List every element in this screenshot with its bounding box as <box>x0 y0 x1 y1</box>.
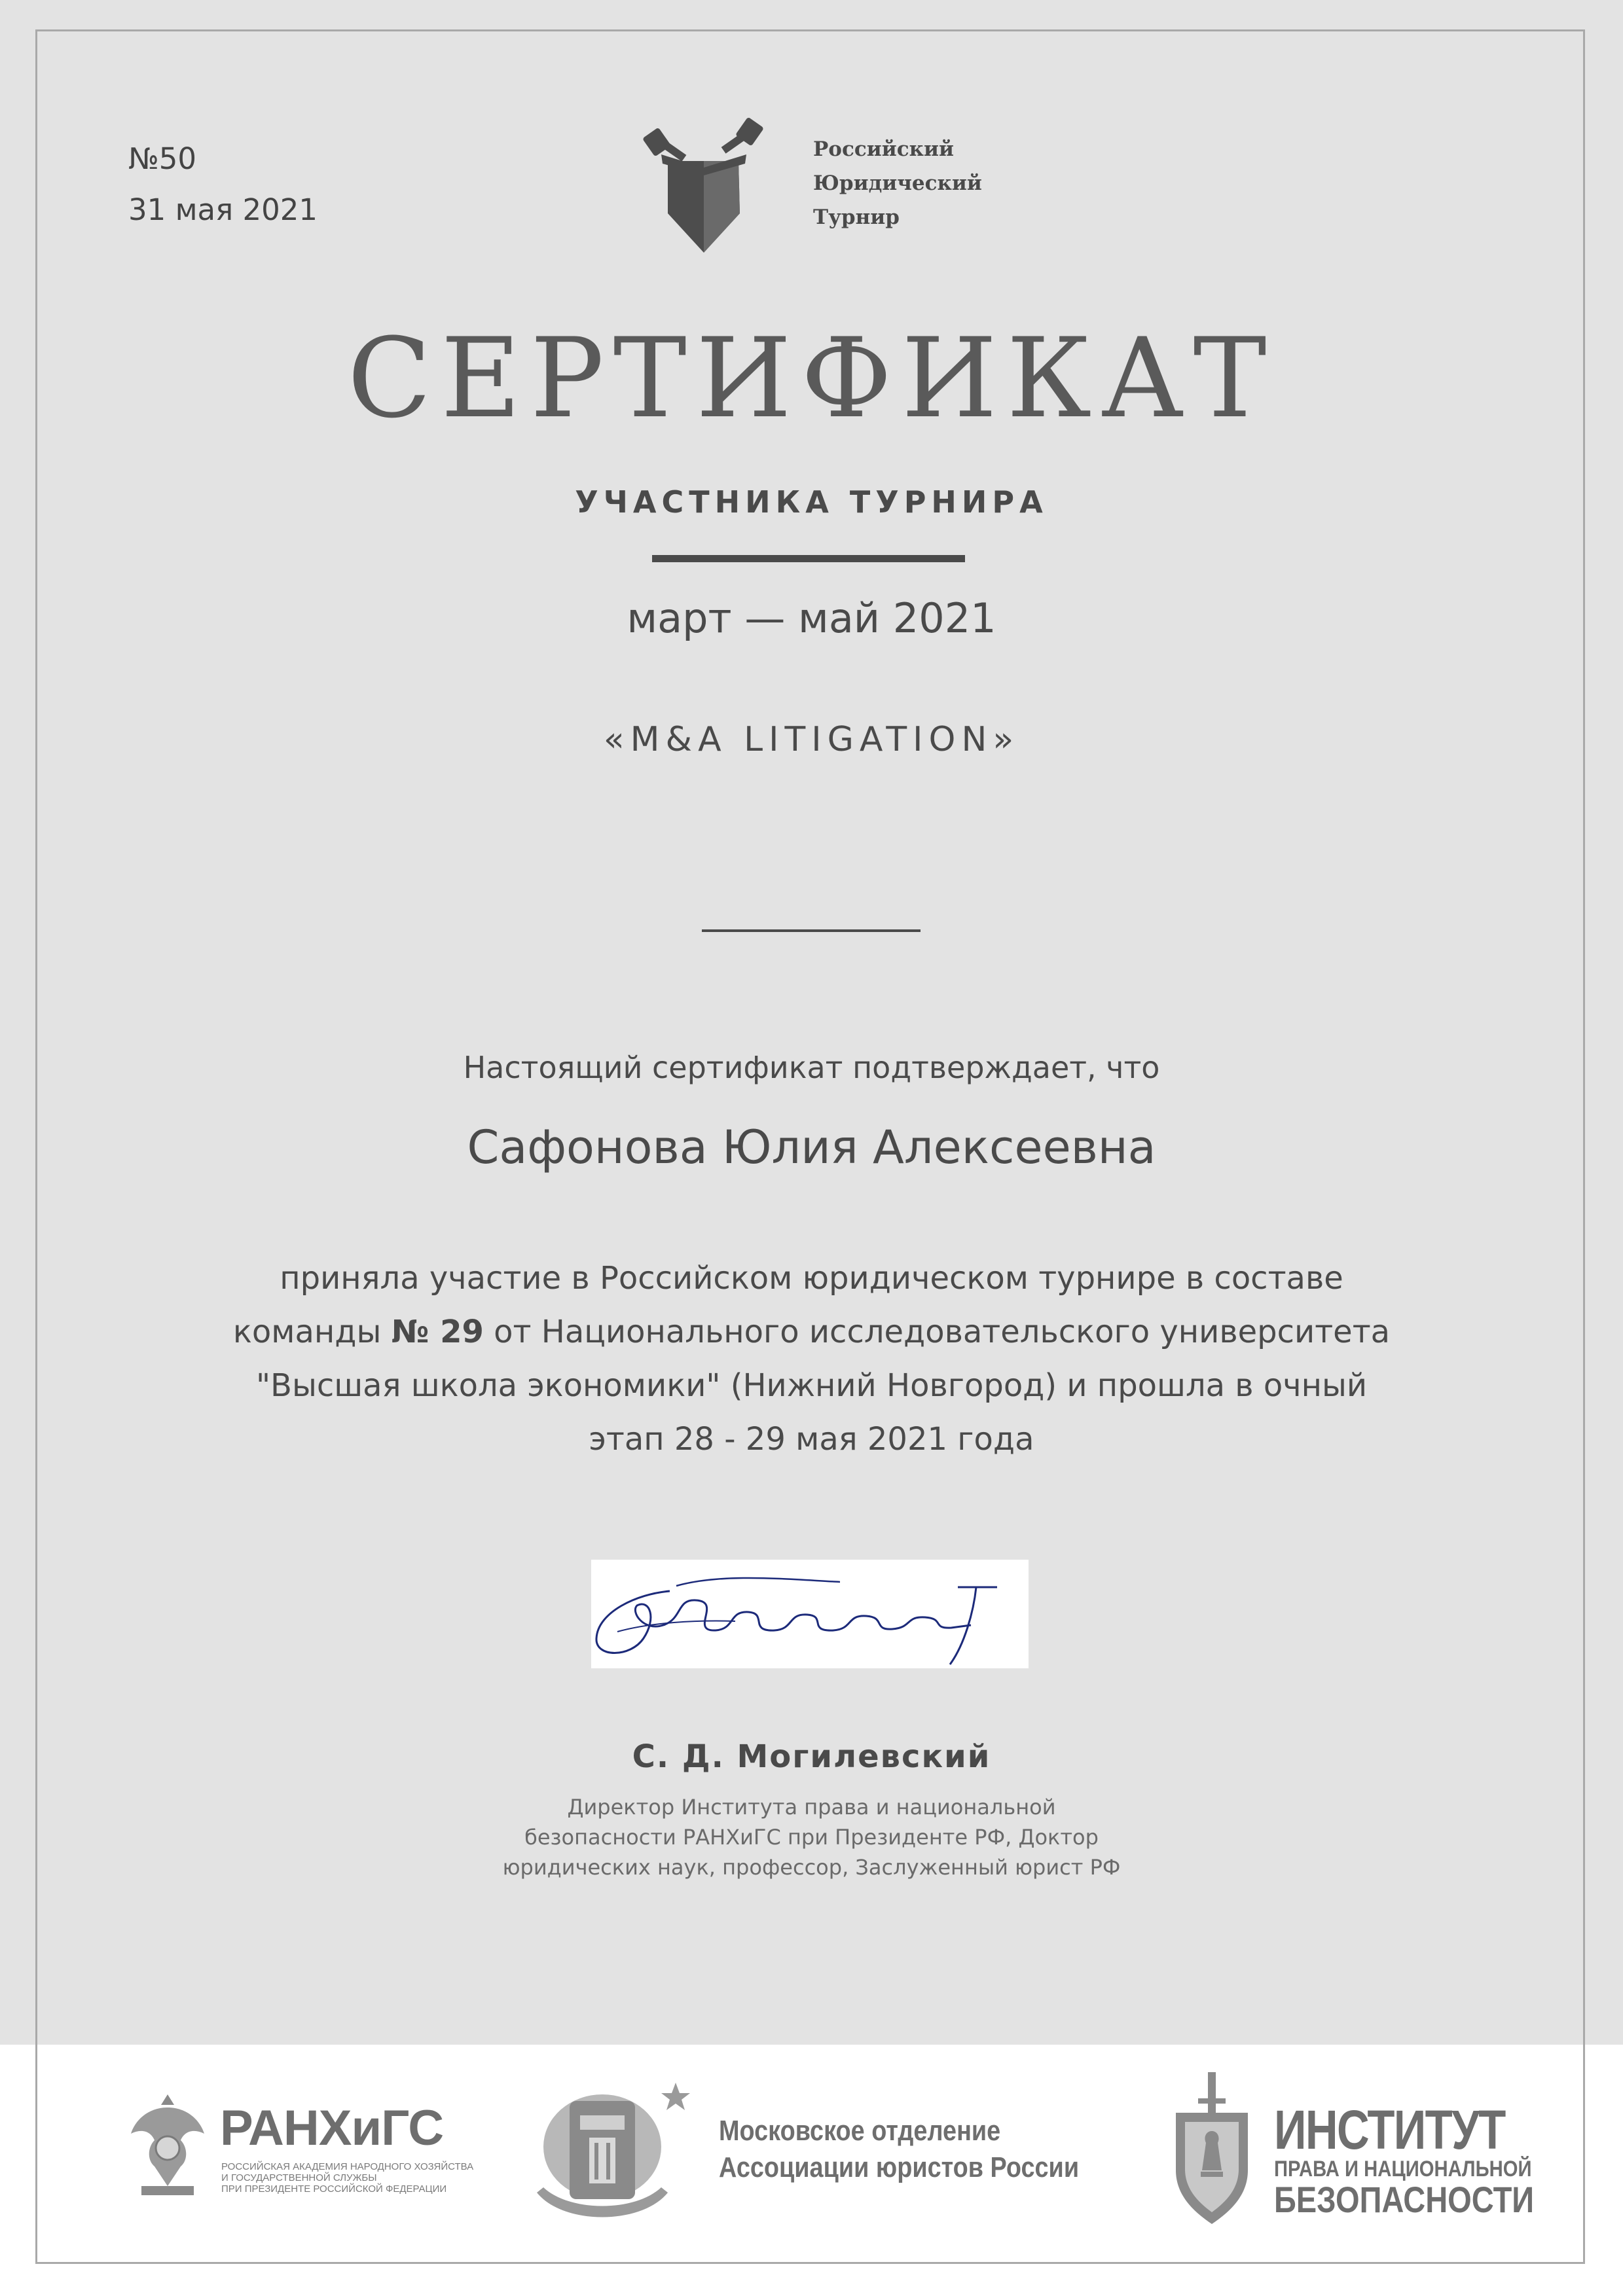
signer-name: С. Д. Могилевский <box>632 1738 991 1775</box>
tournament-event-name: «M&A LITIGATION» <box>603 720 1020 759</box>
body-line-3: "Высшая школа экономики" (Нижний Новгород) и прошла в очный <box>255 1367 1368 1404</box>
tournament-logo <box>642 115 995 259</box>
tournament-shield-icon <box>642 115 766 259</box>
institute-name-line-2: ПРАВА И НАЦИОНАЛЬНОЙ <box>1274 2157 1532 2181</box>
institute-logo <box>1169 2072 1536 2229</box>
lawyers-association-logo <box>524 2075 1113 2232</box>
institute-name-line-3: БЕЗОПАСНОСТИ <box>1274 2179 1535 2220</box>
team-number: № 29 <box>391 1314 484 1350</box>
logo-line-1: Российский <box>813 137 954 161</box>
alr-name-line-1: Московское отделение <box>719 2115 1001 2147</box>
body-line-2 <box>196 1305 1427 1359</box>
signer-title <box>419 1792 1204 1882</box>
ranepa-subtitle <box>221 2161 473 2195</box>
ranepa-logo <box>122 2088 474 2206</box>
confirmation-text: Настоящий сертификат подтверждает, что <box>463 1050 1160 1085</box>
certificate-body <box>196 1251 1427 1466</box>
alr-name-line-2: Ассоциации юристов России <box>719 2151 1080 2183</box>
signer-title-line-3: юридических наук, профессор, Заслуженный юрист РФ <box>502 1855 1121 1880</box>
institute-name <box>1274 2099 1584 2220</box>
ranepa-subtitle-line-2: И ГОСУДАРСТВЕННОЙ СЛУЖБЫ <box>221 2172 377 2183</box>
institute-name-line-1: ИНСТИТУТ <box>1274 2099 1505 2161</box>
certificate-title: СЕРТИФИКАТ <box>347 314 1276 442</box>
logo-line-3: Турнир <box>813 206 900 229</box>
certificate-date: 31 мая 2021 <box>128 192 318 227</box>
body-line-2-start: команды <box>232 1314 392 1350</box>
handwritten-signature-icon <box>591 1560 1029 1668</box>
recipient-name: Сафонова Юлия Алексеевна <box>467 1121 1156 1174</box>
ranepa-subtitle-line-1: РОССИЙСКАЯ АКАДЕМИЯ НАРОДНОГО ХОЗЯЙСТВА <box>221 2161 474 2172</box>
lawyers-association-emblem-icon <box>524 2075 694 2232</box>
section-divider <box>702 929 921 932</box>
body-line-1: приняла участие в Российском юридическом турнире в составе <box>280 1260 1343 1297</box>
signature-image <box>591 1560 1029 1668</box>
certificate-number: №50 <box>128 141 197 176</box>
tournament-period: март — май 2021 <box>627 594 996 642</box>
lawyers-association-name <box>719 2113 1079 2186</box>
body-line-4: этап 28 - 29 мая 2021 года <box>589 1421 1034 1458</box>
sword-shield-icon <box>1169 2072 1254 2229</box>
signer-title-line-1: Директор Института права и национальной <box>567 1795 1056 1820</box>
body-line-2-end: от Национального исследовательского университета <box>483 1314 1391 1350</box>
title-divider <box>652 555 965 562</box>
ranepa-emblem-icon <box>122 2088 213 2199</box>
logo-line-2: Юридический <box>813 171 982 195</box>
ranepa-subtitle-line-3: ПРИ ПРЕЗИДЕНТЕ РОССИЙСКОЙ ФЕДЕРАЦИИ <box>221 2183 447 2195</box>
signer-title-line-2: безопасности РАНХиГС при Президенте РФ, Доктор <box>524 1825 1099 1850</box>
ranepa-name: РАНХиГС <box>220 2100 444 2156</box>
certificate-subtitle: УЧАСТНИКА ТУРНИРА <box>575 484 1048 520</box>
